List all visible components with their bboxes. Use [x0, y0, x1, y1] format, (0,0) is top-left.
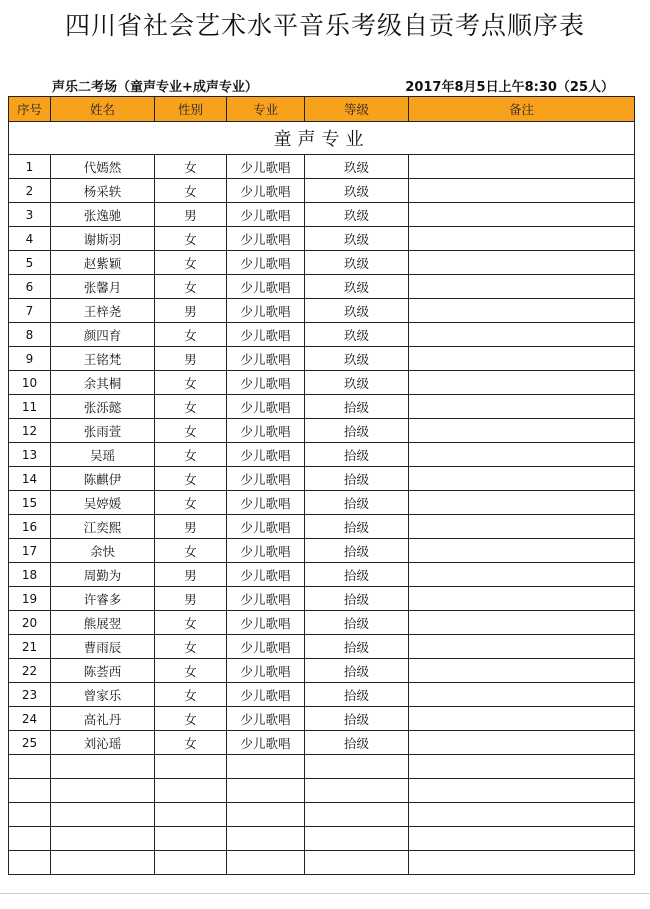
header-no: 序号 — [9, 97, 51, 122]
student-name: 谢斯羽 — [51, 227, 155, 251]
student-level: 拾级 — [305, 587, 409, 611]
student-gender: 女 — [155, 251, 227, 275]
table-row — [9, 419, 635, 443]
row-number: 21 — [9, 635, 51, 659]
student-level: 拾级 — [305, 491, 409, 515]
empty-cell — [305, 803, 409, 827]
table-row — [9, 227, 635, 251]
header-name: 姓名 — [51, 97, 155, 122]
table-row — [9, 611, 635, 635]
student-major: 少儿歌唱 — [227, 587, 305, 611]
empty-cell — [155, 803, 227, 827]
student-major: 少儿歌唱 — [227, 659, 305, 683]
student-level: 玖级 — [305, 227, 409, 251]
section-title: 童声专业 — [9, 122, 635, 155]
student-major: 少儿歌唱 — [227, 179, 305, 203]
row-number: 5 — [9, 251, 51, 275]
empty-cell — [227, 755, 305, 779]
row-number: 3 — [9, 203, 51, 227]
row-number: 10 — [9, 371, 51, 395]
student-note — [409, 611, 635, 635]
student-level: 玖级 — [305, 179, 409, 203]
student-name: 余其桐 — [51, 371, 155, 395]
student-name: 张泺懿 — [51, 395, 155, 419]
student-note — [409, 635, 635, 659]
student-name: 颜四育 — [51, 323, 155, 347]
section-row — [9, 122, 635, 155]
student-note — [409, 707, 635, 731]
empty-cell — [155, 755, 227, 779]
table-row — [9, 467, 635, 491]
header-level: 等级 — [305, 97, 409, 122]
empty-cell — [409, 755, 635, 779]
empty-cell — [51, 803, 155, 827]
row-number: 17 — [9, 539, 51, 563]
row-number: 2 — [9, 179, 51, 203]
student-note — [409, 659, 635, 683]
row-number: 20 — [9, 611, 51, 635]
student-level: 拾级 — [305, 683, 409, 707]
empty-cell — [409, 803, 635, 827]
student-level: 拾级 — [305, 611, 409, 635]
student-name: 许睿多 — [51, 587, 155, 611]
student-gender: 女 — [155, 611, 227, 635]
student-level: 拾级 — [305, 467, 409, 491]
student-name: 代嫣然 — [51, 155, 155, 179]
student-level: 玖级 — [305, 203, 409, 227]
student-major: 少儿歌唱 — [227, 683, 305, 707]
header-note: 备注 — [409, 97, 635, 122]
student-major: 少儿歌唱 — [227, 563, 305, 587]
row-number: 8 — [9, 323, 51, 347]
empty-cell — [227, 851, 305, 875]
student-gender: 男 — [155, 563, 227, 587]
header-major: 专业 — [227, 97, 305, 122]
student-note — [409, 587, 635, 611]
student-major: 少儿歌唱 — [227, 635, 305, 659]
empty-cell — [9, 827, 51, 851]
student-note — [409, 683, 635, 707]
row-number: 25 — [9, 731, 51, 755]
student-name: 张雨萱 — [51, 419, 155, 443]
row-number: 12 — [9, 419, 51, 443]
table-row — [9, 539, 635, 563]
student-major: 少儿歌唱 — [227, 611, 305, 635]
student-note — [409, 731, 635, 755]
student-gender: 男 — [155, 299, 227, 323]
student-note — [409, 275, 635, 299]
empty-cell — [9, 755, 51, 779]
student-name: 曹雨辰 — [51, 635, 155, 659]
row-number: 23 — [9, 683, 51, 707]
student-name: 赵紫颖 — [51, 251, 155, 275]
empty-cell — [155, 827, 227, 851]
student-major: 少儿歌唱 — [227, 323, 305, 347]
student-name: 张馨月 — [51, 275, 155, 299]
student-major: 少儿歌唱 — [227, 395, 305, 419]
student-level: 玖级 — [305, 299, 409, 323]
empty-cell — [155, 851, 227, 875]
row-number: 11 — [9, 395, 51, 419]
student-major: 少儿歌唱 — [227, 443, 305, 467]
student-gender: 女 — [155, 419, 227, 443]
table-row — [9, 659, 635, 683]
student-gender: 女 — [155, 467, 227, 491]
table-row — [9, 179, 635, 203]
student-name: 杨采轶 — [51, 179, 155, 203]
empty-cell — [51, 779, 155, 803]
student-note — [409, 203, 635, 227]
student-name: 曾家乐 — [51, 683, 155, 707]
student-gender: 女 — [155, 323, 227, 347]
empty-cell — [409, 779, 635, 803]
student-note — [409, 539, 635, 563]
table-row — [9, 731, 635, 755]
empty-cell — [409, 827, 635, 851]
row-number: 18 — [9, 563, 51, 587]
student-gender: 女 — [155, 179, 227, 203]
student-level: 玖级 — [305, 251, 409, 275]
bottom-divider — [0, 893, 650, 894]
row-number: 14 — [9, 467, 51, 491]
header-gender: 性别 — [155, 97, 227, 122]
student-gender: 女 — [155, 275, 227, 299]
table-row — [9, 299, 635, 323]
student-major: 少儿歌唱 — [227, 539, 305, 563]
row-number: 22 — [9, 659, 51, 683]
student-gender: 女 — [155, 443, 227, 467]
student-note — [409, 155, 635, 179]
student-gender: 女 — [155, 539, 227, 563]
student-name: 陈荟西 — [51, 659, 155, 683]
student-note — [409, 395, 635, 419]
student-gender: 女 — [155, 227, 227, 251]
table-row — [9, 683, 635, 707]
row-number: 19 — [9, 587, 51, 611]
table-header-row — [9, 97, 635, 122]
row-number: 16 — [9, 515, 51, 539]
student-major: 少儿歌唱 — [227, 227, 305, 251]
empty-cell — [51, 851, 155, 875]
student-name: 余快 — [51, 539, 155, 563]
student-major: 少儿歌唱 — [227, 347, 305, 371]
student-note — [409, 563, 635, 587]
row-number: 24 — [9, 707, 51, 731]
empty-row — [9, 755, 635, 779]
student-level: 玖级 — [305, 155, 409, 179]
student-name: 吴婷媛 — [51, 491, 155, 515]
empty-cell — [9, 803, 51, 827]
row-number: 7 — [9, 299, 51, 323]
table-row — [9, 491, 635, 515]
table-row — [9, 395, 635, 419]
student-major: 少儿歌唱 — [227, 299, 305, 323]
student-note — [409, 347, 635, 371]
student-note — [409, 251, 635, 275]
empty-cell — [51, 827, 155, 851]
empty-cell — [227, 803, 305, 827]
student-level: 玖级 — [305, 371, 409, 395]
student-level: 拾级 — [305, 515, 409, 539]
student-major: 少儿歌唱 — [227, 275, 305, 299]
empty-cell — [9, 779, 51, 803]
student-major: 少儿歌唱 — [227, 251, 305, 275]
student-level: 玖级 — [305, 323, 409, 347]
student-level: 拾级 — [305, 419, 409, 443]
student-name: 高礼丹 — [51, 707, 155, 731]
table-row — [9, 635, 635, 659]
student-major: 少儿歌唱 — [227, 491, 305, 515]
empty-cell — [409, 851, 635, 875]
table-row — [9, 563, 635, 587]
table-row — [9, 443, 635, 467]
empty-row — [9, 803, 635, 827]
empty-cell — [227, 827, 305, 851]
table-row — [9, 707, 635, 731]
student-level: 拾级 — [305, 563, 409, 587]
student-note — [409, 491, 635, 515]
empty-cell — [51, 755, 155, 779]
empty-row — [9, 827, 635, 851]
student-gender: 男 — [155, 587, 227, 611]
empty-cell — [305, 851, 409, 875]
row-number: 6 — [9, 275, 51, 299]
student-gender: 女 — [155, 371, 227, 395]
student-major: 少儿歌唱 — [227, 203, 305, 227]
student-level: 拾级 — [305, 731, 409, 755]
student-level: 拾级 — [305, 443, 409, 467]
student-major: 少儿歌唱 — [227, 731, 305, 755]
student-note — [409, 467, 635, 491]
table-row — [9, 515, 635, 539]
table-row — [9, 323, 635, 347]
student-note — [409, 299, 635, 323]
student-level: 拾级 — [305, 635, 409, 659]
student-gender: 女 — [155, 395, 227, 419]
row-number: 9 — [9, 347, 51, 371]
student-name: 刘沁瑶 — [51, 731, 155, 755]
student-name: 吴瑶 — [51, 443, 155, 467]
student-note — [409, 371, 635, 395]
exam-datetime-label: 2017年8月5日上午8:30（25人） — [405, 80, 614, 95]
empty-cell — [305, 755, 409, 779]
row-number: 15 — [9, 491, 51, 515]
empty-cell — [305, 827, 409, 851]
student-name: 王铭梵 — [51, 347, 155, 371]
student-gender: 女 — [155, 635, 227, 659]
empty-cell — [9, 851, 51, 875]
student-note — [409, 419, 635, 443]
student-major: 少儿歌唱 — [227, 707, 305, 731]
row-number: 4 — [9, 227, 51, 251]
student-level: 拾级 — [305, 539, 409, 563]
student-note — [409, 515, 635, 539]
empty-row — [9, 779, 635, 803]
student-major: 少儿歌唱 — [227, 419, 305, 443]
student-name: 江奕熙 — [51, 515, 155, 539]
student-level: 拾级 — [305, 659, 409, 683]
student-level: 拾级 — [305, 707, 409, 731]
student-level: 拾级 — [305, 395, 409, 419]
student-name: 陈麒伊 — [51, 467, 155, 491]
student-note — [409, 443, 635, 467]
student-major: 少儿歌唱 — [227, 371, 305, 395]
order-table — [8, 96, 635, 875]
student-gender: 男 — [155, 347, 227, 371]
student-level: 玖级 — [305, 347, 409, 371]
table-row — [9, 371, 635, 395]
table-row — [9, 275, 635, 299]
student-name: 周勤为 — [51, 563, 155, 587]
empty-cell — [227, 779, 305, 803]
student-name: 王梓尧 — [51, 299, 155, 323]
student-gender: 女 — [155, 491, 227, 515]
empty-cell — [155, 779, 227, 803]
student-major: 少儿歌唱 — [227, 515, 305, 539]
student-note — [409, 227, 635, 251]
student-name: 熊展翌 — [51, 611, 155, 635]
student-major: 少儿歌唱 — [227, 467, 305, 491]
student-gender: 女 — [155, 707, 227, 731]
row-number: 13 — [9, 443, 51, 467]
table-row — [9, 155, 635, 179]
student-note — [409, 323, 635, 347]
student-gender: 男 — [155, 203, 227, 227]
student-note — [409, 179, 635, 203]
student-gender: 男 — [155, 515, 227, 539]
row-number: 1 — [9, 155, 51, 179]
table-row — [9, 203, 635, 227]
student-major: 少儿歌唱 — [227, 155, 305, 179]
exam-room-label: 声乐二考场（童声专业+成声专业） — [52, 80, 258, 95]
student-level: 玖级 — [305, 275, 409, 299]
page-title: 四川省社会艺术水平音乐考级自贡考点顺序表 — [64, 11, 585, 40]
student-gender: 女 — [155, 155, 227, 179]
empty-row — [9, 851, 635, 875]
table-row — [9, 587, 635, 611]
table-row — [9, 347, 635, 371]
student-gender: 女 — [155, 683, 227, 707]
student-gender: 女 — [155, 731, 227, 755]
student-name: 张逸驰 — [51, 203, 155, 227]
table-row — [9, 251, 635, 275]
student-gender: 女 — [155, 659, 227, 683]
empty-cell — [305, 779, 409, 803]
